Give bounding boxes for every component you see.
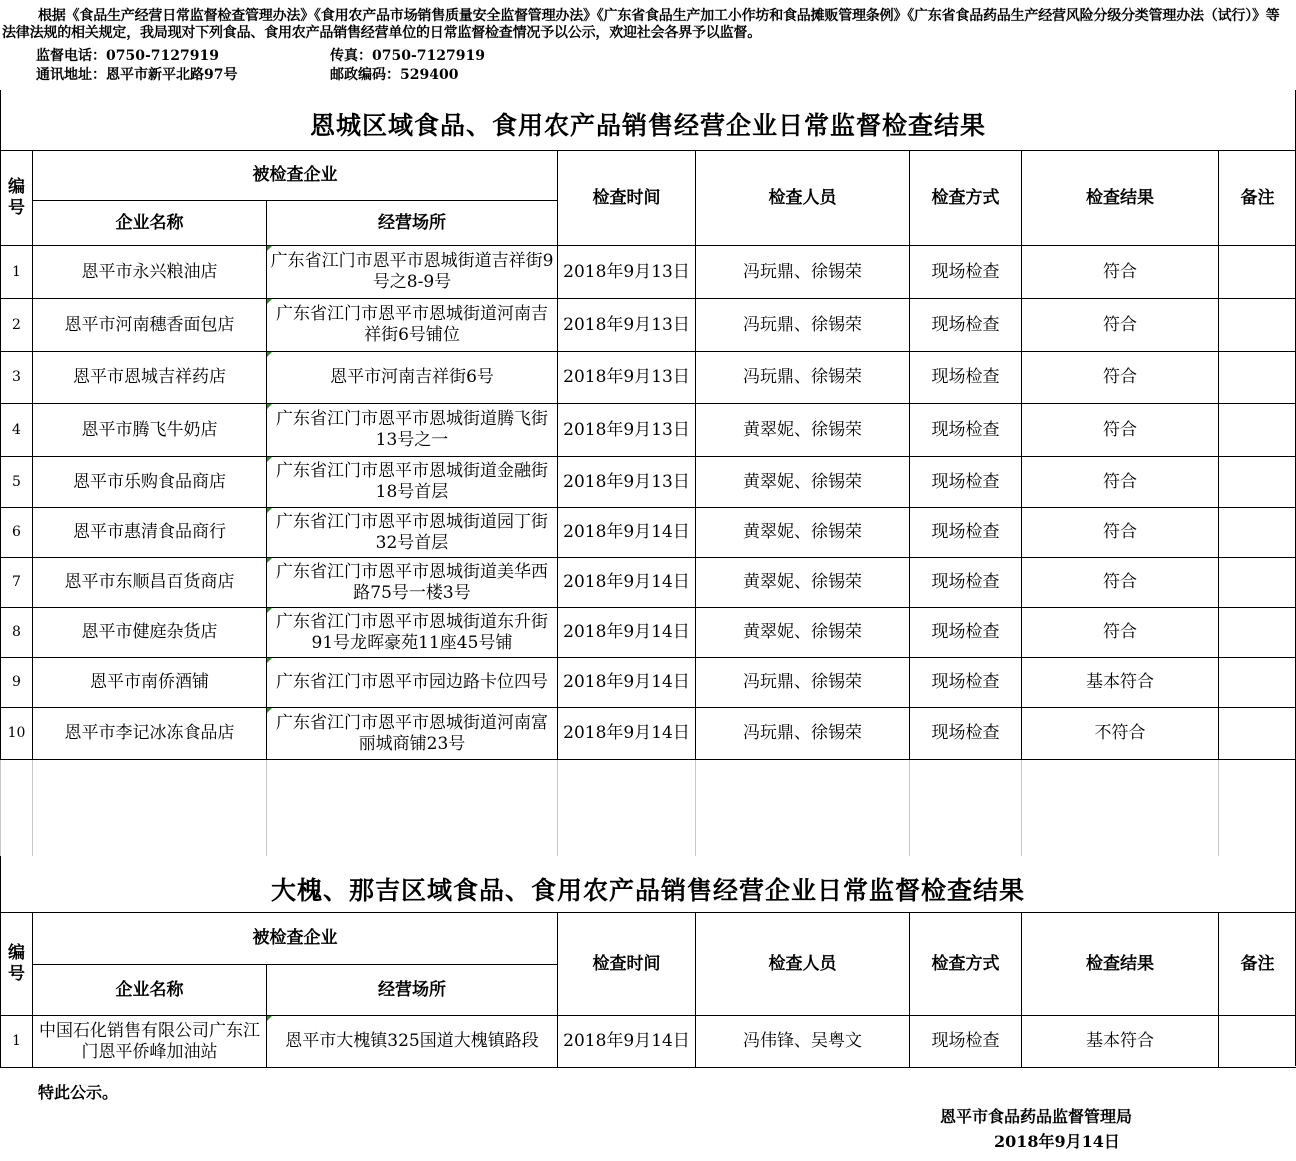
cell-company-name: 恩平市恩城吉祥药店: [33, 352, 267, 404]
cell-location: 广东省江门市恩平市恩城街道吉祥街9号之8-9号: [267, 246, 558, 299]
cell-inspection-result: 符合: [1022, 457, 1219, 508]
cell-company-name: 恩平市腾飞牛奶店: [33, 404, 267, 457]
cell-inspection-time: 2018年9月13日: [558, 457, 696, 508]
cell-inspection-result: 基本符合: [1022, 658, 1219, 708]
col-inspectors-header: 检查人员: [696, 913, 910, 1016]
cell-location: 广东省江门市恩平市恩城街道东升街91号龙晖豪苑11座45号铺: [267, 608, 558, 658]
cell-inspection-result: 符合: [1022, 246, 1219, 299]
table-row: [1, 457, 1296, 508]
cell-remark: [1219, 508, 1296, 558]
section2-table: [0, 912, 1296, 1068]
cell-inspection-method: 现场检查: [910, 608, 1022, 658]
cell-inspection-method: 现场检查: [910, 1016, 1022, 1068]
cell-remark: [1219, 352, 1296, 404]
table-row: [1, 299, 1296, 352]
cell-inspectors: 冯玩鼎、徐锡荣: [696, 708, 910, 760]
cell-inspection-method: 现场检查: [910, 708, 1022, 760]
cell-location: 广东省江门市恩平市恩城街道美华西路75号一楼3号: [267, 558, 558, 608]
col-time-header: 检查时间: [558, 913, 696, 1016]
col-num-header: 编号: [1, 913, 33, 1016]
col-name-header: 企业名称: [33, 965, 267, 1016]
cell-num: 8: [1, 608, 33, 658]
cell-inspectors: 冯玩鼎、徐锡荣: [696, 352, 910, 404]
col-company-group-header: 被检查企业: [33, 151, 558, 201]
empty-cell: [558, 760, 696, 856]
cell-location: 广东省江门市恩平市恩城街道园丁街32号首层: [267, 508, 558, 558]
empty-cell: [910, 760, 1022, 856]
cell-company-name: 恩平市李记冰冻食品店: [33, 708, 267, 760]
cell-location: 广东省江门市恩平市恩城街道金融街18号首层: [267, 457, 558, 508]
cell-inspectors: 冯伟锋、吴粤文: [696, 1016, 910, 1068]
cell-inspection-result: 符合: [1022, 299, 1219, 352]
empty-row: [1, 760, 1296, 856]
footer-signature: 恩平市食品药品监督管理局: [940, 1107, 1133, 1126]
cell-company-name: 恩平市南侨酒铺: [33, 658, 267, 708]
cell-company-name: 恩平市惠清食品商行: [33, 508, 267, 558]
section2-title: 大槐、那吉区域食品、食用农产品销售经营企业日常监督检查结果: [270, 876, 1025, 905]
cell-inspection-result: 不符合: [1022, 708, 1219, 760]
cell-remark: [1219, 457, 1296, 508]
cell-num: 2: [1, 299, 33, 352]
table-row: [1, 558, 1296, 608]
col-method-header: 检查方式: [910, 151, 1022, 246]
cell-inspectors: 冯玩鼎、徐锡荣: [696, 246, 910, 299]
cell-inspection-time: 2018年9月14日: [558, 658, 696, 708]
cell-inspection-time: 2018年9月13日: [558, 404, 696, 457]
table-row: [1, 246, 1296, 299]
cell-inspection-method: 现场检查: [910, 246, 1022, 299]
cell-remark: [1219, 708, 1296, 760]
footer-notice: 特此公示。: [38, 1083, 119, 1102]
header-phone: 监督电话：0750-7127919: [36, 48, 219, 64]
cell-inspection-time: 2018年9月14日: [558, 708, 696, 760]
empty-cell: [696, 760, 910, 856]
cell-inspectors: 冯玩鼎、徐锡荣: [696, 658, 910, 708]
cell-remark: [1219, 558, 1296, 608]
cell-inspection-result: 符合: [1022, 404, 1219, 457]
table-row: [1, 404, 1296, 457]
cell-inspectors: 黄翠妮、徐锡荣: [696, 404, 910, 457]
empty-cell: [267, 760, 558, 856]
notice-header: [0, 0, 1296, 90]
cell-num: 6: [1, 508, 33, 558]
cell-num: 1: [1, 1016, 33, 1068]
cell-company-name: 恩平市河南穗香面包店: [33, 299, 267, 352]
cell-location: 广东省江门市恩平市恩城街道河南吉祥街6号铺位: [267, 299, 558, 352]
cell-inspection-method: 现场检查: [910, 299, 1022, 352]
cell-location: 广东省江门市恩平市恩城街道腾飞街13号之一: [267, 404, 558, 457]
section2-body: [1, 913, 1296, 1068]
table-row: [1, 708, 1296, 760]
cell-inspection-method: 现场检查: [910, 658, 1022, 708]
cell-num: 1: [1, 246, 33, 299]
cell-location: 广东省江门市恩平市恩城街道河南富丽城商铺23号: [267, 708, 558, 760]
cell-remark: [1219, 246, 1296, 299]
col-remark-header: 备注: [1219, 913, 1296, 1016]
cell-inspectors: 冯玩鼎、徐锡荣: [696, 299, 910, 352]
table-row: [1, 1016, 1296, 1068]
cell-inspection-time: 2018年9月14日: [558, 508, 696, 558]
section1-body: [1, 151, 1296, 856]
section1-title: 恩城区域食品、食用农产品销售经营企业日常监督检查结果: [309, 111, 986, 140]
cell-inspection-time: 2018年9月14日: [558, 558, 696, 608]
cell-num: 3: [1, 352, 33, 404]
cell-remark: [1219, 299, 1296, 352]
cell-company-name: 恩平市永兴粮油店: [33, 246, 267, 299]
cell-inspection-result: 基本符合: [1022, 1016, 1219, 1068]
col-remark-header: 备注: [1219, 151, 1296, 246]
col-num-header: 编号: [1, 151, 33, 246]
cell-inspectors: 黄翠妮、徐锡荣: [696, 457, 910, 508]
cell-num: 10: [1, 708, 33, 760]
table-row: [1, 608, 1296, 658]
cell-inspection-result: 符合: [1022, 558, 1219, 608]
cell-inspection-time: 2018年9月13日: [558, 299, 696, 352]
cell-location: 广东省江门市恩平市园边路卡位四号: [267, 658, 558, 708]
col-inspectors-header: 检查人员: [696, 151, 910, 246]
cell-inspection-time: 2018年9月14日: [558, 1016, 696, 1068]
col-result-header: 检查结果: [1022, 913, 1219, 1016]
empty-cell: [1022, 760, 1219, 856]
col-location-header: 经营场所: [267, 965, 558, 1016]
cell-inspection-method: 现场检查: [910, 457, 1022, 508]
cell-num: 9: [1, 658, 33, 708]
table-row: [1, 658, 1296, 708]
empty-cell: [1, 760, 33, 856]
col-location-header: 经营场所: [267, 201, 558, 246]
cell-num: 4: [1, 404, 33, 457]
cell-inspection-time: 2018年9月14日: [558, 608, 696, 658]
header-fax: 传真：0750-7127919: [330, 48, 485, 64]
col-name-header: 企业名称: [33, 201, 267, 246]
cell-inspection-time: 2018年9月13日: [558, 352, 696, 404]
cell-inspection-method: 现场检查: [910, 352, 1022, 404]
cell-inspection-method: 现场检查: [910, 558, 1022, 608]
cell-remark: [1219, 658, 1296, 708]
cell-remark: [1219, 404, 1296, 457]
cell-num: 7: [1, 558, 33, 608]
header-postcode: 邮政编码：529400: [330, 67, 459, 83]
cell-location: 恩平市大槐镇325国道大槐镇路段: [267, 1016, 558, 1068]
cell-inspection-result: 符合: [1022, 608, 1219, 658]
cell-num: 5: [1, 457, 33, 508]
col-time-header: 检查时间: [558, 151, 696, 246]
cell-remark: [1219, 608, 1296, 658]
table-row: [1, 508, 1296, 558]
cell-remark: [1219, 1016, 1296, 1068]
section1-table: [0, 150, 1296, 856]
col-method-header: 检查方式: [910, 913, 1022, 1016]
cell-company-name: 中国石化销售有限公司广东江门恩平侨峰加油站: [33, 1016, 267, 1068]
cell-company-name: 恩平市乐购食品商店: [33, 457, 267, 508]
table-row: [1, 352, 1296, 404]
cell-inspection-time: 2018年9月13日: [558, 246, 696, 299]
cell-inspectors: 黄翠妮、徐锡荣: [696, 558, 910, 608]
cell-inspectors: 黄翠妮、徐锡荣: [696, 608, 910, 658]
empty-cell: [33, 760, 267, 856]
cell-company-name: 恩平市东顺昌百货商店: [33, 558, 267, 608]
cell-inspection-result: 符合: [1022, 508, 1219, 558]
header-intro: 根据《食品生产经营日常监督检查管理办法》《食用农产品市场销售质量安全监督管理办法》《广东省食品生产加工小作坊和食品摊贩管理条例》《广东省食品药品生产经营风险分级分类管理办法（试行）》等法律法规的相关规定，我局现对下列食品、食用农产品销售经营单位的日常监督检查情况予以公示，欢迎社会各界予以监督。: [2, 8, 1280, 41]
header-address: 通讯地址：恩平市新平北路97号: [36, 67, 238, 83]
col-company-group-header: 被检查企业: [33, 913, 558, 965]
cell-inspectors: 黄翠妮、徐锡荣: [696, 508, 910, 558]
cell-company-name: 恩平市健庭杂货店: [33, 608, 267, 658]
cell-inspection-result: 符合: [1022, 352, 1219, 404]
empty-cell: [1219, 760, 1296, 856]
cell-location: 恩平市河南吉祥街6号: [267, 352, 558, 404]
cell-inspection-method: 现场检查: [910, 404, 1022, 457]
cell-inspection-method: 现场检查: [910, 508, 1022, 558]
footer-date: 2018年9月14日: [994, 1132, 1120, 1151]
col-result-header: 检查结果: [1022, 151, 1219, 246]
